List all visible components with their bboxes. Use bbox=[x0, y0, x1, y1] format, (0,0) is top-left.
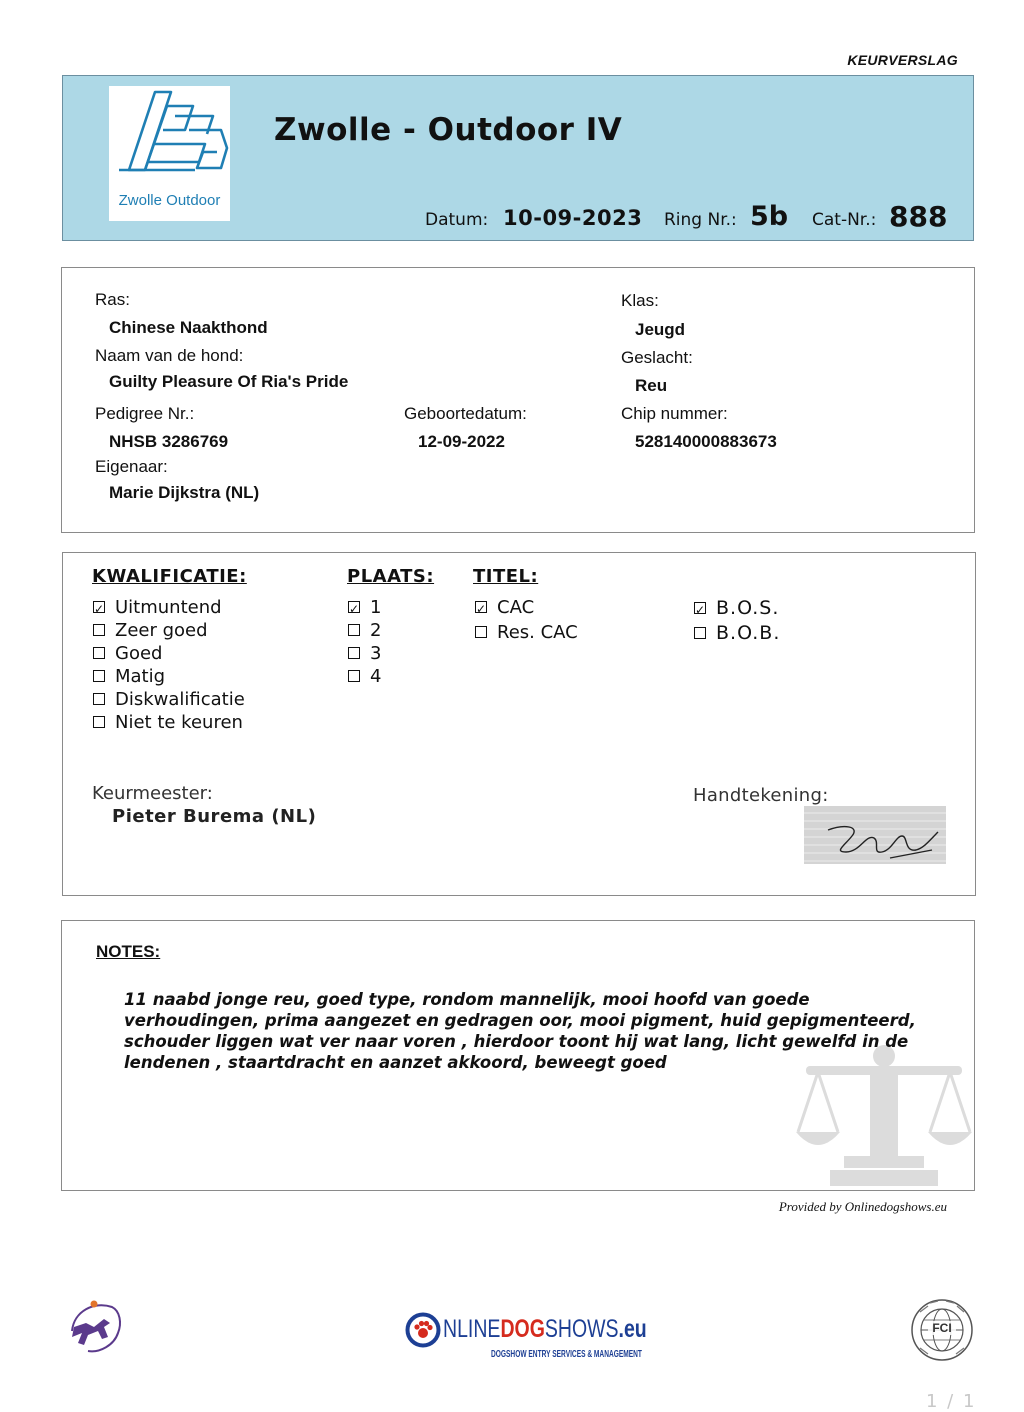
geboorte-label: Geboortedatum: bbox=[404, 404, 527, 423]
notes-line: lendenen , staartdracht en aanzet akkoord, beweegt goed bbox=[124, 1053, 667, 1072]
signature-icon bbox=[804, 806, 946, 864]
notes-line: 11 naabd jonge reu, goed type, rondom mannelijk, mooi hoofd van goede bbox=[124, 990, 810, 1009]
document-type: KEURVERSLAG bbox=[847, 52, 958, 68]
datum-value: 10-09-2023 bbox=[503, 206, 643, 230]
onlinedogshows-logo bbox=[405, 1309, 647, 1363]
option-goed[interactable]: Goed bbox=[93, 642, 245, 665]
checkbox-checked-icon[interactable] bbox=[348, 601, 360, 613]
titel-heading: TITEL: bbox=[473, 566, 539, 587]
checkbox-icon[interactable] bbox=[348, 624, 360, 636]
paw-icon bbox=[405, 1312, 441, 1348]
kwalificatie-heading: KWALIFICATIE: bbox=[92, 566, 247, 587]
kwalificatie-list bbox=[93, 596, 245, 734]
provided-by: Provided by Onlinedogshows.eu bbox=[778, 1199, 947, 1214]
notes-heading: NOTES: bbox=[96, 942, 161, 961]
chip-value: 528140000883673 bbox=[635, 432, 777, 451]
ring-label: Ring Nr.: bbox=[664, 210, 737, 230]
naam-value: Guilty Pleasure Of Ria's Pride bbox=[109, 372, 349, 391]
fci-label: FCI bbox=[928, 1321, 956, 1335]
naam-label: Naam van de hond: bbox=[95, 346, 244, 365]
plaats-list bbox=[348, 596, 381, 688]
checkbox-icon[interactable] bbox=[93, 624, 105, 636]
handtekening-label: Handtekening: bbox=[693, 785, 829, 806]
plaats-heading: PLAATS: bbox=[347, 566, 435, 587]
checkbox-icon[interactable] bbox=[348, 670, 360, 682]
option-cac[interactable]: ✓CAC bbox=[475, 596, 578, 619]
geslacht-value: Reu bbox=[635, 376, 668, 395]
option-plaats-3[interactable]: 3 bbox=[348, 642, 381, 665]
option-niet-te-keuren[interactable]: Niet te keuren bbox=[93, 711, 245, 734]
option-diskwalificatie[interactable]: Diskwalificatie bbox=[93, 688, 245, 711]
notes-line: schouder liggen wat ver naar voren , hierdoor toont hij wat lang, licht gewelfd in de bbox=[124, 1032, 909, 1051]
club-logo bbox=[64, 1297, 124, 1361]
logo-caption: Zwolle Outdoor bbox=[118, 192, 221, 209]
checkbox-checked-icon[interactable] bbox=[475, 601, 487, 613]
option-zeer-goed[interactable]: Zeer goed bbox=[93, 619, 245, 642]
checkbox-checked-icon[interactable] bbox=[93, 601, 105, 613]
page-number: 1 / 1 bbox=[926, 1391, 977, 1412]
zwolle-logo-icon bbox=[109, 86, 230, 196]
notes-line: verhoudingen, prima aangezet en gedragen oor, mooi pigment, huid gepigmenteerd, bbox=[124, 1011, 916, 1030]
checkbox-icon[interactable] bbox=[694, 627, 706, 639]
geboorte-value: 12-09-2022 bbox=[418, 432, 505, 451]
checkbox-icon[interactable] bbox=[93, 647, 105, 659]
brand-wordmark: NLINEDOGSHOWS.eu bbox=[443, 1315, 647, 1343]
best-list bbox=[694, 597, 780, 645]
fci-seal bbox=[910, 1298, 974, 1362]
klas-value: Jeugd bbox=[635, 320, 686, 339]
checkbox-icon[interactable] bbox=[93, 670, 105, 682]
datum-label: Datum: bbox=[425, 210, 489, 230]
eigenaar-value: Marie Dijkstra (NL) bbox=[109, 483, 260, 502]
option-plaats-2[interactable]: 2 bbox=[348, 619, 381, 642]
checkbox-checked-icon[interactable] bbox=[694, 602, 706, 614]
keurmeester-value: Pieter Burema (NL) bbox=[112, 806, 317, 827]
show-logo bbox=[109, 86, 230, 221]
geslacht-label: Geslacht: bbox=[621, 348, 693, 367]
option-matig[interactable]: Matig bbox=[93, 665, 245, 688]
ras-label: Ras: bbox=[95, 290, 130, 309]
ras-value: Chinese Naakthond bbox=[109, 318, 268, 337]
show-title: Zwolle - Outdoor IV bbox=[274, 112, 623, 148]
option-bos[interactable]: ✓B.O.S. bbox=[694, 597, 780, 620]
option-uitmuntend[interactable]: ✓Uitmuntend bbox=[93, 596, 245, 619]
eigenaar-label: Eigenaar: bbox=[95, 457, 168, 476]
checkbox-icon[interactable] bbox=[475, 626, 487, 638]
ring-value: 5b bbox=[750, 201, 789, 232]
titel-list bbox=[475, 596, 578, 644]
dog-jump-icon bbox=[64, 1297, 124, 1357]
keurmeester-label: Keurmeester: bbox=[92, 783, 213, 804]
checkbox-icon[interactable] bbox=[93, 716, 105, 728]
option-res-cac[interactable]: Res. CAC bbox=[475, 621, 578, 644]
pedigree-label: Pedigree Nr.: bbox=[95, 404, 195, 423]
option-bob[interactable]: B.O.B. bbox=[694, 622, 780, 645]
notes-text bbox=[124, 989, 964, 1073]
signature bbox=[804, 806, 946, 864]
checkbox-icon[interactable] bbox=[93, 693, 105, 705]
checkbox-icon[interactable] bbox=[348, 647, 360, 659]
cat-value: 888 bbox=[889, 200, 948, 233]
cat-label: Cat-Nr.: bbox=[812, 210, 877, 230]
option-plaats-4[interactable]: 4 bbox=[348, 665, 381, 688]
klas-label: Klas: bbox=[621, 291, 659, 310]
brand-tagline: DOGSHOW ENTRY SERVICES & MANAGEMENT bbox=[491, 1349, 642, 1360]
chip-label: Chip nummer: bbox=[621, 404, 728, 423]
option-plaats-1[interactable]: ✓1 bbox=[348, 596, 381, 619]
pedigree-value: NHSB 3286769 bbox=[109, 432, 229, 451]
